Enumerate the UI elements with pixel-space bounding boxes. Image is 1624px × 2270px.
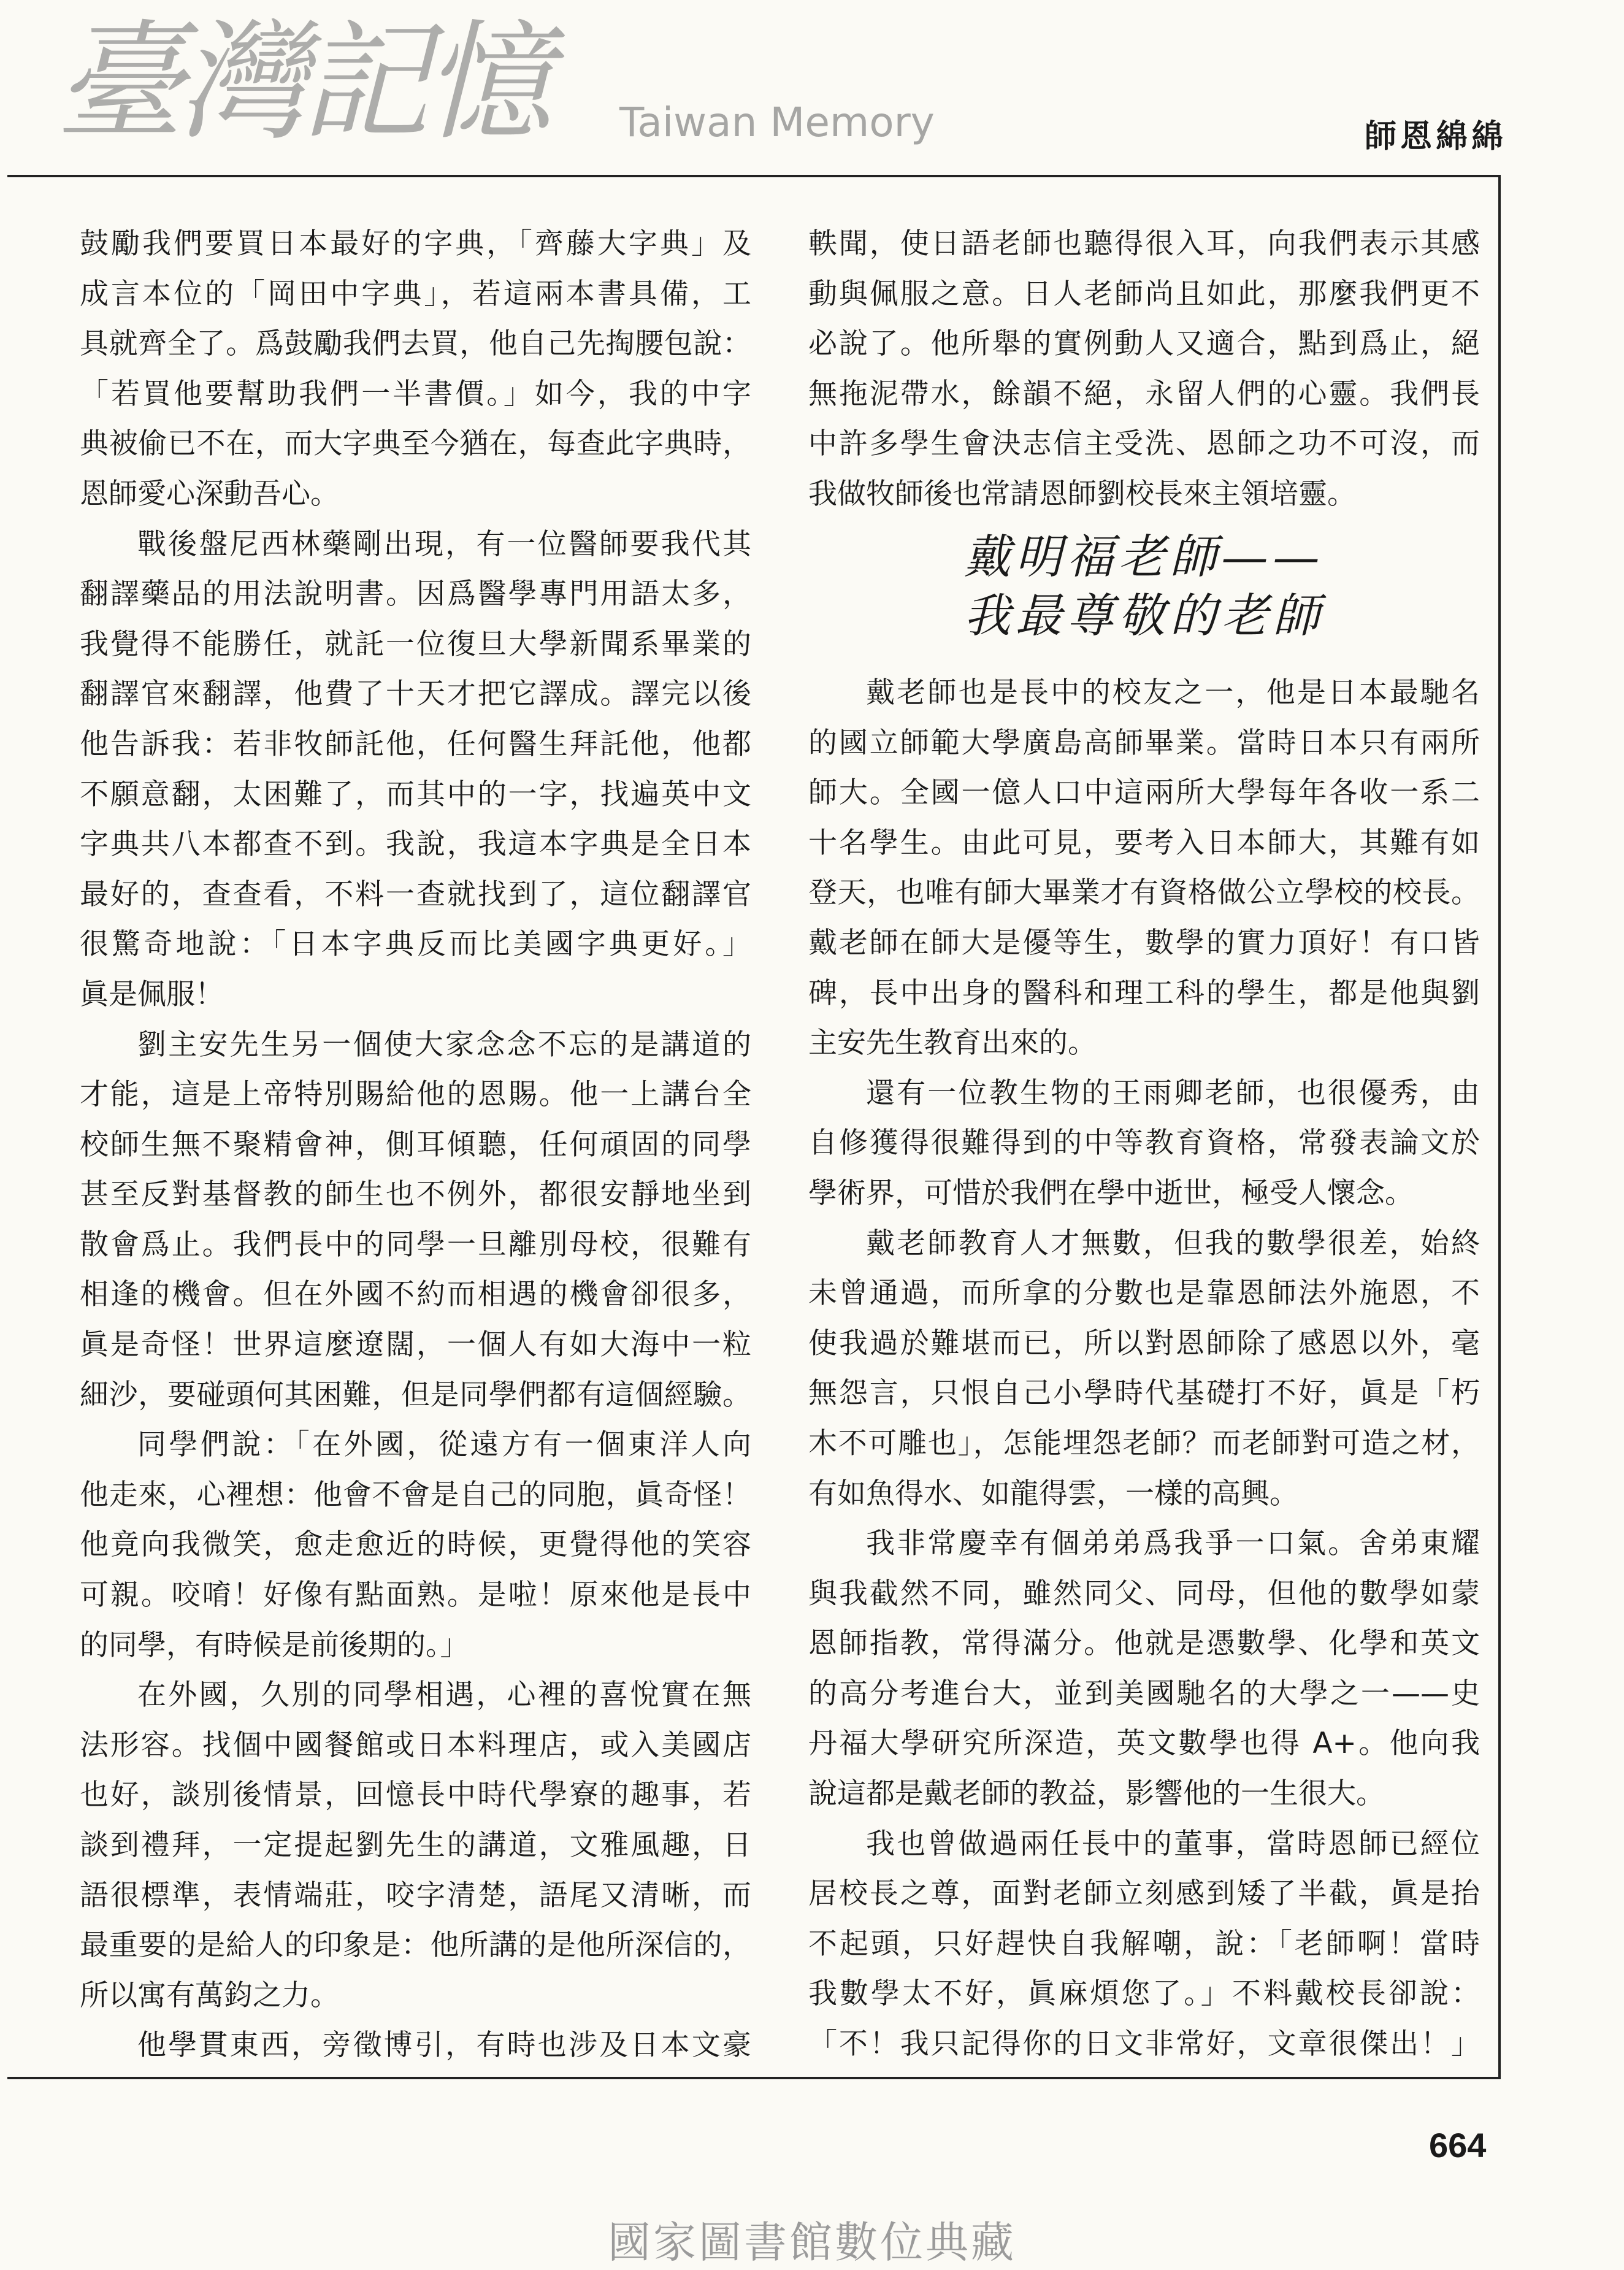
text-line: 恩師愛心深動吾心。: [80, 477, 339, 511]
text-line: 他學貫東西，旁徵博引，有時也涉及日本文豪: [137, 2028, 751, 2063]
text-line: 細沙，要碰頭何其困難，但是同學們都有這個經驗。: [80, 1378, 751, 1412]
text-line: 主安先生教育出來的。: [808, 1026, 1097, 1060]
text-line: 中許多學生會決志信主受洗、恩師之功不可沒，而: [808, 427, 1480, 461]
text-line: 有如魚得水、如龍得雲，一樣的高興。: [808, 1476, 1298, 1511]
text-line: 的同學，有時候是前後期的。」: [80, 1628, 469, 1662]
text-line: 我數學太不好，眞麻煩您了。」不料戴校長卻說：: [808, 1977, 1480, 2011]
text-line: 才能，這是上帝特別賜給他的恩賜。他一上講台全: [80, 1078, 751, 1112]
text-line: 動與佩服之意。日人老師尚且如此，那麼我們更不: [808, 277, 1480, 311]
text-line: 也好，談別後情景，回憶長中時代學寮的趣事，若: [80, 1778, 751, 1812]
text-line: 他走來，心裡想：他會不會是自己的同胞，眞奇怪！: [80, 1478, 751, 1512]
text-line: 成言本位的「岡田中字典」，若這兩本書具備，工: [80, 277, 751, 311]
text-line: 不願意翻，太困難了，而其中的一字，找遍英中文: [80, 777, 751, 811]
left-column: [80, 219, 751, 2071]
text-line: 不起頭，只好趕快自我解嘲，說：「老師啊！當時: [808, 1927, 1480, 1961]
text-line: 未曾通過，而所拿的分數也是靠恩師法外施恩，不: [808, 1276, 1480, 1311]
text-line: 登天，也唯有師大畢業才有資格做公立學校的校長。: [808, 876, 1480, 910]
text-line: 翻譯官來翻譯，他費了十天才把它譯成。譯完以後: [80, 677, 751, 711]
text-line: 字典共八本都查不到。我說，我這本字典是全日本: [80, 827, 751, 862]
text-line: 戴老師在師大是優等生，數學的實力頂好！有口皆: [808, 926, 1480, 960]
text-line: 我做牧師後也常請恩師劉校長來主領培靈。: [808, 477, 1356, 511]
text-line: 最重要的是給人的印象是：他所講的是他所深信的，: [80, 1928, 751, 1963]
watermark-logo-text: 臺灣記憶: [55, 7, 546, 158]
section-heading-line1: 戴明福老師——: [963, 529, 1325, 584]
text-line: 很驚奇地說：「日本字典反而比美國字典更好。」: [80, 927, 751, 962]
text-line: 眞是奇怪！世界這麼遼闊，一個人有如大海中一粒: [80, 1328, 751, 1362]
text-line: 與我截然不同，雖然同父、同母，但他的數學如蒙: [808, 1576, 1480, 1611]
text-line: 所以寓有萬鈞之力。: [80, 1978, 339, 2012]
text-line: 師大。全國一億人口中這兩所大學每年各收一系二: [808, 776, 1480, 810]
text-line: 他竟向我微笑，愈走愈近的時候，更覺得他的笑容: [80, 1528, 751, 1562]
text-line: 「若買他要幫助我們一半書價。」如今，我的中字: [80, 377, 751, 411]
section-heading: [808, 527, 1480, 645]
text-line: 的高分考進台大，並到美國馳名的大學之一——史: [808, 1676, 1480, 1711]
text-line: 學術界，可惜於我們在學中逝世，極受人懷念。: [808, 1176, 1414, 1210]
text-line: 的國立師範大學廣島高師畢業。當時日本只有兩所: [808, 726, 1480, 760]
text-line: 可親。咬唷！好像有點面熟。是啦！原來他是長中: [80, 1578, 751, 1612]
text-line: 十名學生。由此可見，要考入日本師大，其難有如: [808, 826, 1480, 860]
text-line: 翻譯藥品的用法說明書。因爲醫學專門用語太多，: [80, 577, 751, 612]
text-line: 校師生無不聚精會神，側耳傾聽，任何頑固的同學: [80, 1127, 751, 1162]
text-line: 最好的，查查看，不料一查就找到了，這位翻譯官: [80, 877, 751, 911]
watermark: [55, 6, 975, 169]
right-column-top: [808, 219, 1480, 520]
text-line: 法形容。找個中國餐館或日本料理店，或入美國店: [80, 1728, 751, 1762]
text-line: 無拖泥帶水，餘韻不絕，永留人們的心靈。我們長: [808, 377, 1480, 411]
right-column-bottom: [808, 668, 1480, 2069]
text-line: 眞是佩服！: [80, 977, 224, 1011]
text-line: 恩師指教，常得滿分。他就是憑數學、化學和英文: [808, 1627, 1480, 1661]
text-line: 在外國，久別的同學相遇，心裡的喜悅實在無: [137, 1678, 751, 1712]
section-heading-line2: 我最尊敬的老師: [963, 588, 1325, 643]
watermark-english: Taiwan Memory: [619, 99, 935, 146]
text-line: 我也曾做過兩任長中的董事，當時恩師已經位: [866, 1827, 1480, 1861]
text-line: 相逢的機會。但在外國不約而相遇的機會卻很多，: [80, 1278, 751, 1312]
text-line: 他告訴我：若非牧師託他，任何醫生拜託他，他都: [80, 727, 751, 761]
text-line: 碑，長中出身的醫科和理工科的學生，都是他與劉: [808, 976, 1480, 1010]
text-line: 典被偷已不在，而大字典至今猶在，每查此字典時，: [80, 427, 751, 461]
text-line: 我非常慶幸有個弟弟爲我爭一口氣。舍弟東耀: [866, 1527, 1480, 1561]
text-line: 戴老師也是長中的校友之一，他是日本最馳名: [866, 676, 1480, 710]
text-line: 必說了。他所舉的實例動人又適合，點到爲止，絕: [808, 327, 1480, 361]
text-line: 語很標準，表情端莊，咬字清楚，語尾又清晰，而: [80, 1878, 751, 1912]
text-line: 戴老師教育人才無數，但我的數學很差，始終: [866, 1226, 1480, 1260]
footer-attribution: 國家圖書館數位典藏: [608, 2217, 1016, 2268]
text-line: 還有一位教生物的王雨卿老師，也很優秀，由: [866, 1076, 1480, 1110]
text-line: 散會爲止。我們長中的同學一旦離別母校，很難有: [80, 1227, 751, 1262]
text-line: 甚至反對基督教的師生也不例外，都很安靜地坐到: [80, 1178, 751, 1212]
running-head: 師恩綿綿: [1365, 118, 1507, 155]
text-line: 木不可雕也」，怎能埋怨老師？而老師對可造之材，: [808, 1426, 1480, 1460]
text-line: 無怨言，只恨自己小學時代基礎打不好，眞是「朽: [808, 1376, 1480, 1411]
text-line: 具就齊全了。爲鼓勵我們去買，他自己先掏腰包說：: [80, 327, 751, 361]
text-line: 軼聞，使日語老師也聽得很入耳，向我們表示其感: [808, 227, 1480, 261]
text-line: 使我過於難堪而已，所以對恩師除了感恩以外，毫: [808, 1326, 1480, 1360]
text-line: 居校長之尊，面對老師立刻感到矮了半截，眞是抬: [808, 1877, 1480, 1911]
text-line: 丹福大學研究所深造，英文數學也得 A+。他向我: [808, 1727, 1480, 1761]
text-line: 同學們說：「在外國，從遠方有一個東洋人向: [137, 1428, 751, 1462]
text-line: 鼓勵我們要買日本最好的字典，「齊藤大字典」及: [80, 227, 751, 261]
text-line: 劉主安先生另一個使大家念念不忘的是講道的: [137, 1027, 751, 1062]
text-line: 戰後盤尼西林藥剛出現，有一位醫師要我代其: [137, 527, 751, 561]
text-line: 說這都是戴老師的教益，影響他的一生很大。: [808, 1777, 1385, 1811]
text-line: 我覺得不能勝任，就託一位復旦大學新聞系畢業的: [80, 627, 751, 661]
text-line: 自修獲得很難得到的中等教育資格，常發表論文於: [808, 1126, 1480, 1160]
page-number: 664: [1429, 2126, 1487, 2165]
text-line: 談到禮拜，一定提起劉先生的講道，文雅風趣，日: [80, 1828, 751, 1862]
text-line: 「不！我只記得你的日文非常好，文章很傑出！」: [808, 2027, 1480, 2061]
